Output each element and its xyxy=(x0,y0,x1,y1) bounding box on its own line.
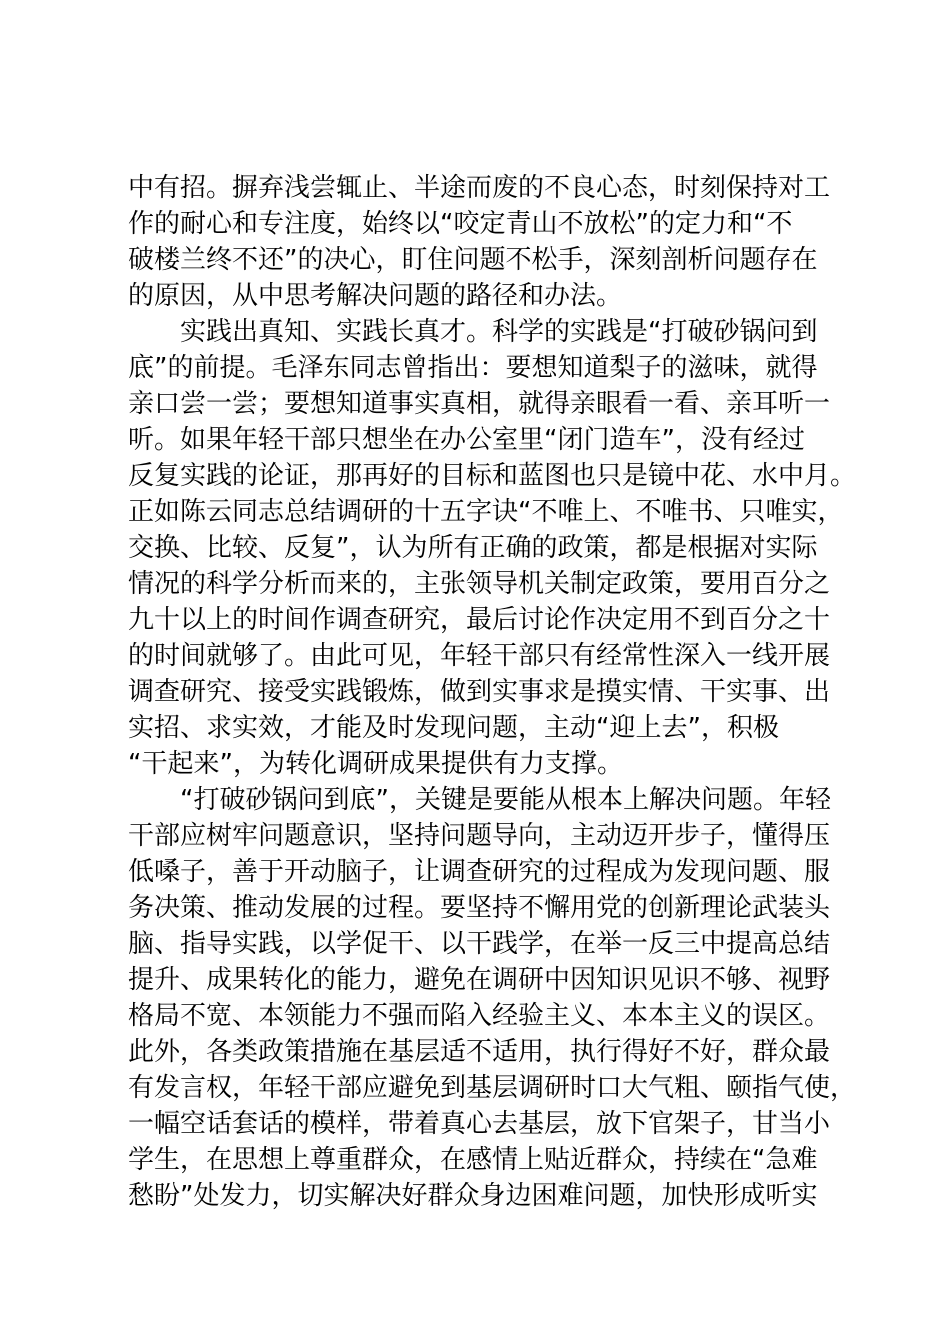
text-line: 有发言权，年轻干部应避免到基层调研时口大气粗、颐指气使， xyxy=(128,1073,857,1103)
text-line: 提升、成果转化的能力，避免在调研中因知识见识不够、视野 xyxy=(128,965,831,995)
text-line: 亲口尝一尝；要想知道事实真相，就得亲眼看一看、亲耳听一 xyxy=(128,389,831,419)
text-line: 交换、比较、反复”，认为所有正确的政策，都是根据对实际 xyxy=(128,533,818,563)
text-line: 干部应树牢问题意识，坚持问题导向，主动迈开步子，懂得压 xyxy=(128,821,831,851)
text-line: 实招、求实效，才能及时发现问题，主动“迎上去”，积极 xyxy=(128,713,779,743)
text-line: 底”的前提。毛泽东同志曾指出：要想知道梨子的滋味，就得 xyxy=(128,353,818,383)
text-line: 正如陈云同志总结调研的十五字诀“不唯上、不唯书、只唯实， xyxy=(128,497,844,527)
text-line: 的时间就够了。由此可见，年轻干部只有经常性深入一线开展 xyxy=(128,641,831,671)
text-line: 九十以上的时间作调查研究，最后讨论作决定用不到百分之十 xyxy=(128,605,831,635)
body-text xyxy=(128,170,857,1214)
text-line: 愁盼”处发力，切实解决好群众身边困难问题，加快形成听实 xyxy=(128,1181,818,1211)
text-line: 低嗓子，善于开动脑子，让调查研究的过程成为发现问题、服 xyxy=(128,857,831,887)
text-line: 学生，在思想上尊重群众，在感情上贴近群众，持续在“急难 xyxy=(128,1145,818,1175)
text-line: “干起来”，为转化调研成果提供有力支撑。 xyxy=(128,749,623,779)
text-line: 反复实践的论证，那再好的目标和蓝图也只是镜中花、水中月。 xyxy=(128,461,857,491)
text-line: 听。如果年轻干部只想坐在办公室里“闭门造车”，没有经过 xyxy=(128,425,805,455)
text-line: 中有招。摒弃浅尝辄止、半途而废的不良心态，时刻保持对工 xyxy=(128,173,831,203)
text-line: 务决策、推动发展的过程。要坚持不懈用党的创新理论武装头 xyxy=(128,893,831,923)
text-line: 情况的科学分析而来的，主张领导机关制定政策，要用百分之 xyxy=(128,569,831,599)
text-line: 格局不宽、本领能力不强而陷入经验主义、本本主义的误区。 xyxy=(128,1001,831,1031)
text-line: 调查研究、接受实践锻炼，做到实事求是摸实情、干实事、出 xyxy=(128,677,831,707)
text-line: 脑、指导实践，以学促干、以干践学，在举一反三中提高总结 xyxy=(128,929,831,959)
text-line: 的原因，从中思考解决问题的路径和办法。 xyxy=(128,281,623,311)
text-line: 此外，各类政策措施在基层适不适用，执行得好不好，群众最 xyxy=(128,1037,831,1067)
text-line: “打破砂锅问到底”，关键是要能从根本上解决问题。年轻 xyxy=(180,785,831,815)
text-line: 作的耐心和专注度，始终以“咬定青山不放松”的定力和“不 xyxy=(128,209,793,239)
text-line: 实践出真知、实践长真才。科学的实践是“打破砂锅问到 xyxy=(180,317,818,347)
text-line: 一幅空话套话的模样，带着真心去基层，放下官架子，甘当小 xyxy=(128,1109,831,1139)
text-line: 破楼兰终不还”的决心，盯住问题不松手，深刻剖析问题存在 xyxy=(128,245,818,275)
